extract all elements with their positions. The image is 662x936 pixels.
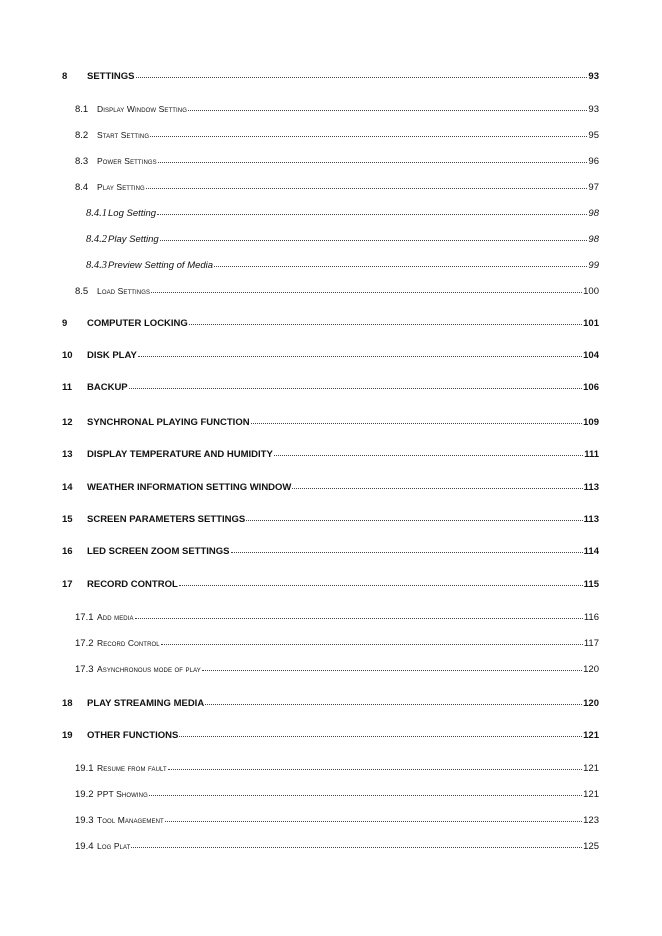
toc-entry-title: Play Setting <box>108 234 159 245</box>
toc-entry[interactable] <box>62 69 599 83</box>
toc-entry-title: Tool Management <box>97 815 164 825</box>
toc-entry-page: 121 <box>583 730 599 741</box>
dot-leader <box>146 179 588 189</box>
dot-leader <box>231 543 583 553</box>
toc-entry-number: 17.1 <box>75 612 94 623</box>
toc-entry-number: 17 <box>62 579 73 590</box>
toc-entry[interactable] <box>62 316 599 330</box>
toc-entry-number: 15 <box>62 514 73 525</box>
toc-entry-page: 115 <box>583 579 599 590</box>
toc-entry-page: 95 <box>588 130 599 141</box>
toc-entry-title: Load Settings <box>97 286 151 296</box>
toc-entry-title: Resume from fault <box>97 763 167 773</box>
toc-entry[interactable] <box>62 813 599 827</box>
toc-entry[interactable] <box>62 610 599 624</box>
toc-entry-number: 18 <box>62 698 73 709</box>
toc-entry[interactable] <box>62 761 599 775</box>
toc-entry-page: 99 <box>588 260 599 271</box>
toc-entry-title: Start Setting <box>97 130 150 140</box>
toc-entry-number: 13 <box>62 449 73 460</box>
toc-entry[interactable] <box>62 577 599 591</box>
dot-leader <box>274 446 583 456</box>
toc-entry-page: 98 <box>588 208 599 219</box>
dot-leader <box>246 511 582 521</box>
toc-entry-number: 14 <box>62 482 73 493</box>
dot-leader <box>251 414 583 424</box>
toc-entry[interactable] <box>62 728 599 742</box>
toc-entry-page: 98 <box>588 234 599 245</box>
toc-entry-page: 125 <box>583 841 599 852</box>
toc-entry-title: Asynchronous mode of play <box>97 664 201 674</box>
toc-entry[interactable] <box>62 480 599 494</box>
toc-entry-title: Add media <box>97 612 134 622</box>
dot-leader <box>214 257 587 267</box>
toc-entry[interactable] <box>62 180 599 194</box>
toc-entry-page: 113 <box>583 514 599 525</box>
toc-entry-number: 8.4 <box>75 182 89 193</box>
toc-entry-number: 8.4.3 <box>86 260 107 271</box>
toc-entry-title: OTHER FUNCTIONS <box>87 730 179 741</box>
toc-entry-page: 93 <box>588 71 599 82</box>
toc-entry-title: DISPLAY TEMPERATURE AND HUMIDITY <box>87 449 273 460</box>
toc-entry-number: 8.5 <box>75 286 89 297</box>
dot-leader <box>179 727 582 737</box>
toc-entry-title: PPT Showing <box>97 789 148 799</box>
toc-entry-page: 100 <box>583 286 599 297</box>
dot-leader <box>205 695 582 705</box>
toc-entry-title: WEATHER INFORMATION SETTING WINDOW <box>87 482 292 493</box>
toc-entry-title: Log Plat <box>97 841 131 851</box>
toc-entry-title: SCREEN PARAMETERS SETTINGS <box>87 514 246 525</box>
toc-entry-title: Power Settings <box>97 156 157 166</box>
toc-entry-title: Preview Setting of Media <box>108 260 214 271</box>
toc-entry-page: 109 <box>583 417 599 428</box>
toc-entry-page: 111 <box>584 449 599 460</box>
toc-entry-number: 17.2 <box>75 638 94 649</box>
dot-leader <box>131 838 582 848</box>
toc-entry-number: 8.2 <box>75 130 89 141</box>
dot-leader <box>160 231 588 241</box>
dot-leader <box>292 479 582 489</box>
toc-entry[interactable] <box>62 102 599 116</box>
dot-leader <box>189 315 582 325</box>
dot-leader <box>157 205 587 215</box>
toc-entry-title: COMPUTER LOCKING <box>87 318 188 329</box>
toc-entry-title: Play Setting <box>97 182 145 192</box>
toc-entry[interactable] <box>62 787 599 801</box>
toc-entry[interactable] <box>62 206 599 220</box>
toc-entry[interactable] <box>62 696 599 710</box>
toc-entry-title: DISK PLAY <box>87 350 137 361</box>
dot-leader <box>168 760 582 770</box>
toc-entry-page: 97 <box>588 182 599 193</box>
toc-entry[interactable] <box>62 348 599 362</box>
toc-entry-number: 17.3 <box>75 664 94 675</box>
toc-entry[interactable] <box>62 662 599 676</box>
dot-leader <box>188 101 587 111</box>
toc-entry-number: 8.4.2 <box>86 234 107 245</box>
toc-entry-title: Display Window Setting <box>97 104 187 114</box>
toc-entry-number: 19.1 <box>75 763 94 774</box>
toc-entry-title: Log Setting <box>108 208 157 219</box>
toc-entry-number: 19 <box>62 730 73 741</box>
toc-entry-page: 121 <box>583 763 599 774</box>
toc-entry-page: 120 <box>583 664 599 675</box>
toc-entry-page: 96 <box>588 156 599 167</box>
dot-leader <box>150 127 587 137</box>
dot-leader <box>136 68 588 78</box>
toc-entry-page: 114 <box>583 546 599 557</box>
toc-entry[interactable] <box>62 544 599 558</box>
toc-entry[interactable] <box>62 284 599 298</box>
toc-entry-title: SETTINGS <box>87 71 135 82</box>
toc-entry[interactable] <box>62 636 599 650</box>
toc-entry-page: 101 <box>583 318 599 329</box>
toc-entry-title: Record Control <box>97 638 160 648</box>
toc-entry-title: SYNCHRONAL PLAYING FUNCTION <box>87 417 250 428</box>
toc-entry-page: 104 <box>583 350 599 361</box>
dot-leader <box>202 661 582 671</box>
toc-entry-number: 8.4.1 <box>86 208 107 219</box>
dot-leader <box>138 347 582 357</box>
toc-entry-page: 113 <box>583 482 599 493</box>
dot-leader <box>135 609 583 619</box>
toc-entry[interactable] <box>62 258 599 272</box>
dot-leader <box>149 786 582 796</box>
dot-leader <box>165 812 582 822</box>
toc-entry-title: BACKUP <box>87 382 128 393</box>
toc-entry-number: 8.3 <box>75 156 89 167</box>
toc-entry[interactable] <box>62 128 599 142</box>
toc-entry-number: 8.1 <box>75 104 89 115</box>
dot-leader <box>179 576 583 586</box>
toc-entry-number: 9 <box>62 318 68 329</box>
toc-entry-number: 16 <box>62 546 73 557</box>
toc-entry-page: 120 <box>583 698 599 709</box>
toc-entry[interactable] <box>62 512 599 526</box>
toc-entry[interactable] <box>62 232 599 246</box>
toc-entry[interactable] <box>62 447 599 461</box>
toc-entry-number: 11 <box>62 382 73 393</box>
toc-entry-title: PLAY STREAMING MEDIA <box>87 698 205 709</box>
toc-entry[interactable] <box>62 380 599 394</box>
toc-entry-number: 8 <box>62 71 68 82</box>
toc-entry-page: 117 <box>583 638 599 649</box>
toc-entry-page: 93 <box>588 104 599 115</box>
toc-entry[interactable] <box>62 154 599 168</box>
toc-entry-title: LED SCREEN ZOOM SETTINGS <box>87 546 230 557</box>
toc-entry-title: RECORD CONTROL <box>87 579 178 590</box>
toc-entry[interactable] <box>62 415 599 429</box>
dot-leader <box>129 379 583 389</box>
toc-entry-page: 106 <box>583 382 599 393</box>
toc-entry-number: 19.3 <box>75 815 94 826</box>
toc-entry[interactable] <box>62 839 599 853</box>
dot-leader <box>161 635 583 645</box>
toc-entry-page: 123 <box>583 815 599 826</box>
toc-entry-number: 19.4 <box>75 841 94 852</box>
dot-leader <box>151 283 582 293</box>
toc-entry-number: 12 <box>62 417 73 428</box>
toc-entry-number: 19.2 <box>75 789 94 800</box>
toc-entry-number: 10 <box>62 350 73 361</box>
toc-entry-page: 121 <box>583 789 599 800</box>
toc-entry-page: 116 <box>583 612 599 623</box>
dot-leader <box>158 153 588 163</box>
